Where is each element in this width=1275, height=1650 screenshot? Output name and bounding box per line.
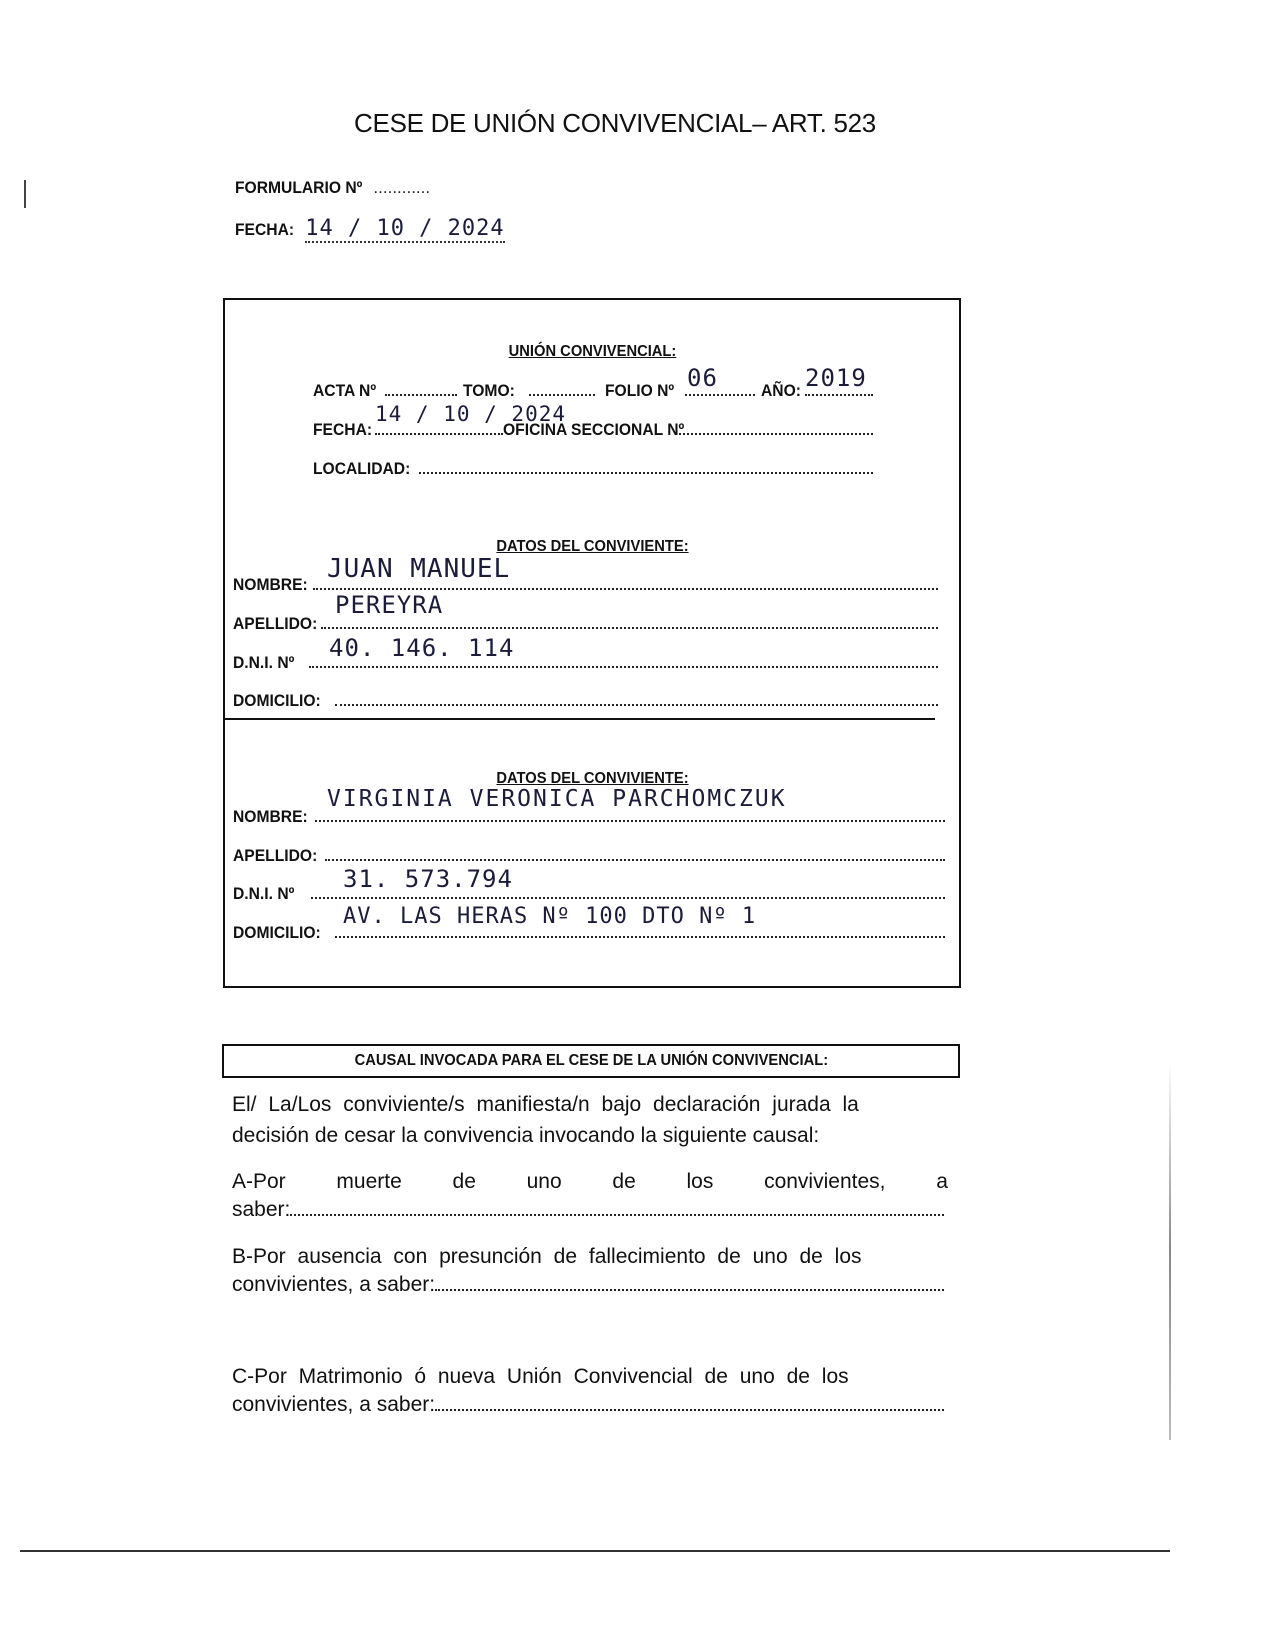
- union-fecha-label: FECHA:: [313, 420, 373, 439]
- folio-label: FOLIO Nº: [605, 381, 675, 400]
- c1-domicilio-field[interactable]: [335, 690, 938, 706]
- c1-dni-field[interactable]: [309, 634, 938, 668]
- option-a-line-2: [232, 1198, 944, 1222]
- fecha-row: [235, 216, 505, 243]
- conviviente2-section-title: DATOS DEL CONVIVIENTE:: [496, 770, 689, 787]
- option-b-line-1: B-Por ausencia con presunción de fallecimiento de uno de los: [232, 1245, 862, 1268]
- option-a-word: A-Por: [232, 1170, 286, 1193]
- folio-field[interactable]: [685, 364, 755, 396]
- conviviente1-section-title: DATOS DEL CONVIVIENTE:: [496, 538, 689, 555]
- localidad-label: LOCALIDAD:: [313, 459, 411, 478]
- causal-box-title: CAUSAL INVOCADA PARA EL CESE DE LA UNIÓN CONVIVENCIAL:: [354, 1052, 828, 1069]
- intro-line-1: El/ La/Los conviviente/s manifiesta/n bajo declaración jurada la: [232, 1093, 859, 1116]
- c2-dni-value: 31. 573.794: [343, 865, 513, 893]
- tomo-field[interactable]: [529, 380, 595, 396]
- option-a-word: a: [936, 1170, 948, 1193]
- c1-dni-label: D.N.I. Nº: [233, 653, 295, 672]
- option-c-line-1: C-Por Matrimonio ó nueva Unión Convivencial de uno de los: [232, 1365, 849, 1388]
- fecha-value[interactable]: 14 / 10 / 2024: [305, 216, 505, 241]
- causal-box: [222, 1044, 960, 1078]
- option-c-line-2: [232, 1393, 944, 1417]
- page-title: CESE DE UNIÓN CONVIVENCIAL– ART. 523: [354, 108, 876, 138]
- formulario-row: [235, 178, 435, 198]
- oficina-field[interactable]: [679, 419, 873, 435]
- c1-nombre-field[interactable]: [313, 554, 938, 590]
- scan-mark: [24, 180, 26, 208]
- option-b-field[interactable]: [435, 1275, 944, 1291]
- option-a-saber-label: saber:: [232, 1198, 291, 1221]
- formulario-label: FORMULARIO Nº: [235, 178, 363, 197]
- c2-dni-label: D.N.I. Nº: [233, 884, 295, 903]
- option-b-saber-label: convivientes, a saber:: [232, 1273, 436, 1296]
- option-a-word: convivientes,: [764, 1170, 886, 1193]
- option-c-field[interactable]: [435, 1395, 944, 1411]
- c2-nombre-value: VIRGINIA VERONICA PARCHOMCZUK: [327, 786, 787, 812]
- c2-domicilio-row: [233, 904, 945, 943]
- option-a-word: uno: [526, 1170, 562, 1193]
- c2-dni-field[interactable]: [311, 865, 945, 899]
- intro-paragraph: [232, 1093, 948, 1148]
- union-fecha-field[interactable]: [375, 402, 567, 435]
- option-a-word: los: [686, 1170, 714, 1193]
- option-a[interactable]: [232, 1170, 948, 1222]
- c1-dni-row: [233, 634, 938, 673]
- c1-nombre-value: JUAN MANUEL: [327, 554, 511, 584]
- acta-row: [313, 364, 873, 401]
- option-a-word: muerte: [336, 1170, 402, 1193]
- tomo-label: TOMO:: [463, 381, 515, 400]
- localidad-field[interactable]: [419, 458, 873, 474]
- union-fecha-value: 14 / 10 / 2024: [375, 402, 567, 426]
- c2-apellido-field[interactable]: [325, 845, 945, 861]
- c1-apellido-value: PEREYRA: [335, 591, 444, 619]
- scan-edge-line: [1169, 1060, 1171, 1440]
- option-c[interactable]: [232, 1365, 948, 1417]
- c1-nombre-label: NOMBRE:: [233, 575, 308, 594]
- anio-value: 2019: [805, 364, 867, 392]
- option-a-word: de: [612, 1170, 636, 1193]
- c2-nombre-label: NOMBRE:: [233, 807, 308, 826]
- acta-field[interactable]: [385, 380, 457, 396]
- acta-label: ACTA Nº: [313, 381, 377, 400]
- c2-nombre-row: [233, 786, 945, 827]
- c2-domicilio-label: DOMICILIO:: [233, 923, 321, 942]
- c2-domicilio-field[interactable]: [335, 904, 945, 938]
- box-divider: [223, 718, 935, 720]
- option-c-saber-label: convivientes, a saber:: [232, 1393, 436, 1416]
- c2-dni-row: [233, 865, 945, 904]
- folio-value: 06: [687, 364, 718, 392]
- c1-domicilio-row: [233, 690, 938, 711]
- union-section-title: UNIÓN CONVIVENCIAL:: [508, 343, 677, 360]
- option-a-field[interactable]: [290, 1200, 944, 1216]
- intro-line-2: decisión de cesar la convivencia invocando la siguiente causal:: [232, 1124, 820, 1147]
- c2-apellido-row: [233, 845, 945, 866]
- c1-apellido-row: [233, 591, 938, 634]
- c1-dni-value: 40. 146. 114: [329, 634, 515, 662]
- option-b[interactable]: [232, 1245, 948, 1297]
- localidad-row: [313, 458, 873, 479]
- option-a-word: de: [452, 1170, 476, 1193]
- c2-domicilio-value: AV. LAS HERAS Nº 100 DTO Nº 1: [343, 904, 757, 929]
- anio-label: AÑO:: [761, 381, 801, 400]
- formulario-field[interactable]: ............: [373, 178, 431, 197]
- anio-field[interactable]: [805, 364, 873, 396]
- oficina-label: OFICINA SECCIONAL Nº: [503, 420, 685, 439]
- option-a-line-1: [232, 1170, 948, 1194]
- fecha-label: FECHA:: [235, 220, 295, 239]
- c1-apellido-field[interactable]: [321, 591, 938, 629]
- c1-apellido-label: APELLIDO:: [233, 614, 318, 633]
- option-b-line-2: [232, 1273, 944, 1297]
- c2-nombre-field[interactable]: [315, 786, 945, 822]
- c2-apellido-label: APELLIDO:: [233, 846, 318, 865]
- c1-domicilio-label: DOMICILIO:: [233, 691, 321, 710]
- union-fecha-row: [313, 402, 873, 440]
- scan-bottom-edge: [20, 1550, 1170, 1552]
